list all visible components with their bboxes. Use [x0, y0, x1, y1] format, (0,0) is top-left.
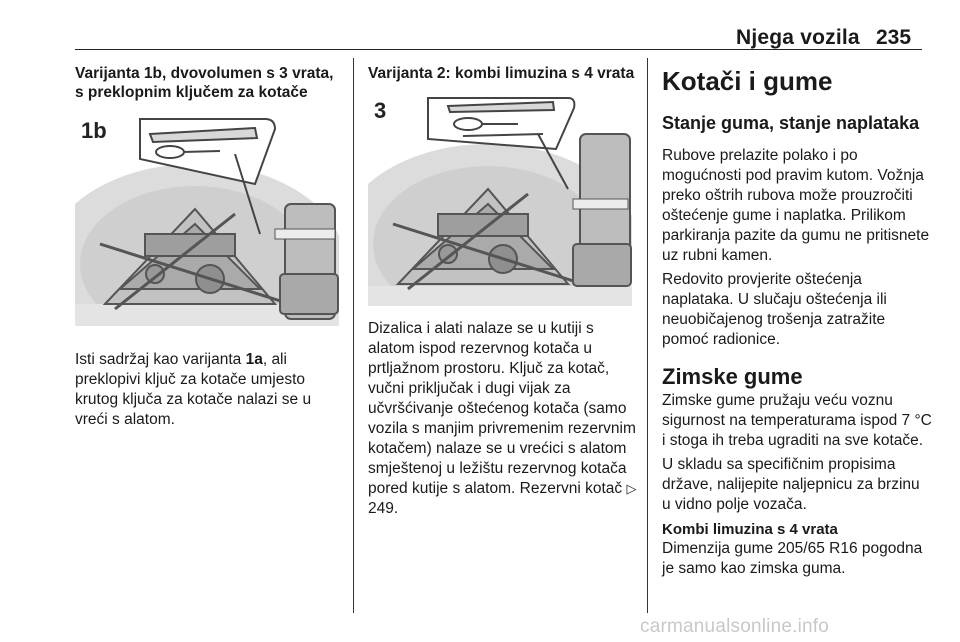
- section-heading-winter-tyres: Zimske gume: [662, 364, 803, 389]
- column-3: [662, 66, 932, 579]
- header-rule: [75, 49, 922, 50]
- page-ref-icon: ▷: [626, 481, 637, 496]
- variant-ref-bold: 1a: [245, 351, 263, 368]
- figure-1b: [75, 114, 339, 326]
- column-2: [368, 64, 638, 519]
- condition-paragraph-1: Rubove prelazite polako i po mogućnosti pod pravim kutom. Vožnja preko oštrih rubova može prouzročiti oštećenje gume i naplatka. Prilikom parkiranja pazite da gumu ne pritisnete uz rubni kamen.: [662, 147, 930, 264]
- variant-1b-paragraph: [75, 350, 343, 430]
- winter-paragraph-1: Zimske gume pružaju veću voznu sigurnost na temperaturama ispod 7 °C i stoga ih treba ugraditi na sve kotače.: [662, 392, 932, 449]
- condition-paragraph-2: Redovito provjerite oštećenja naplataka. U slučaju oštećenja ili neuobičajenog trošenja zatražite pomoć radionice.: [662, 271, 887, 348]
- page-number: 235: [876, 26, 912, 49]
- variant-2-subhead: Varijanta 2: kombi limuzina s 4 vrata: [368, 65, 635, 82]
- running-header-title: Njega vozila: [736, 26, 860, 49]
- kombi-subhead: Kombi limuzina s 4 vrata: [662, 521, 838, 538]
- page-ref: 249.: [368, 500, 399, 517]
- spare-wheel-tools-illustration-1b: [75, 114, 339, 326]
- figure-label-3: 3: [374, 98, 387, 123]
- column-divider-2: [647, 58, 648, 613]
- watermark: carmanualsonline.info: [640, 616, 830, 637]
- column-divider-1: [353, 58, 354, 613]
- figure-label-1b: 1b: [81, 118, 107, 143]
- para-text: Isti sadržaj kao varijanta: [75, 351, 246, 368]
- figure-3: [368, 94, 632, 306]
- spare-wheel-tools-illustration-3: [368, 94, 632, 306]
- column-1: [75, 64, 343, 430]
- winter-paragraph-2: U skladu sa specifičnim propisima države, nalijepite naljepnicu za brzinu u vidno polje vozača.: [662, 456, 920, 513]
- section-heading-wheels-tyres: Kotači i gume: [662, 66, 833, 96]
- variant-1b-subhead: Varijanta 1b, dvovolumen s 3 vrata, s preklopnim ključem za kotače: [75, 65, 334, 101]
- kombi-paragraph: Dimenzija gume 205/65 R16 pogodna je samo kao zimska guma.: [662, 540, 923, 577]
- variant-2-paragraph: [368, 319, 638, 519]
- para-text-cont: , ali preklopivi ključ za kotače umjesto krutog ključa za kotače nalazi se u vreći s alatom.: [75, 351, 312, 428]
- para-text: Dizalica i alati nalaze se u kutiji s alatom ispod rezervnog kotača u prtljažnom prostoru. Ključ za kotač, vučni priključak i dugi vijak za učvršćivanje oštećenog kotača (samo vozila s manjim privremenim rezervnim kotačem) nalaze se u vrećici s alatom smještenoj u ležištu rezervnog kotača pored kutije s alatom. Rezervni kotač: [368, 320, 636, 497]
- subsection-heading-condition: Stanje guma, stanje naplataka: [662, 113, 920, 133]
